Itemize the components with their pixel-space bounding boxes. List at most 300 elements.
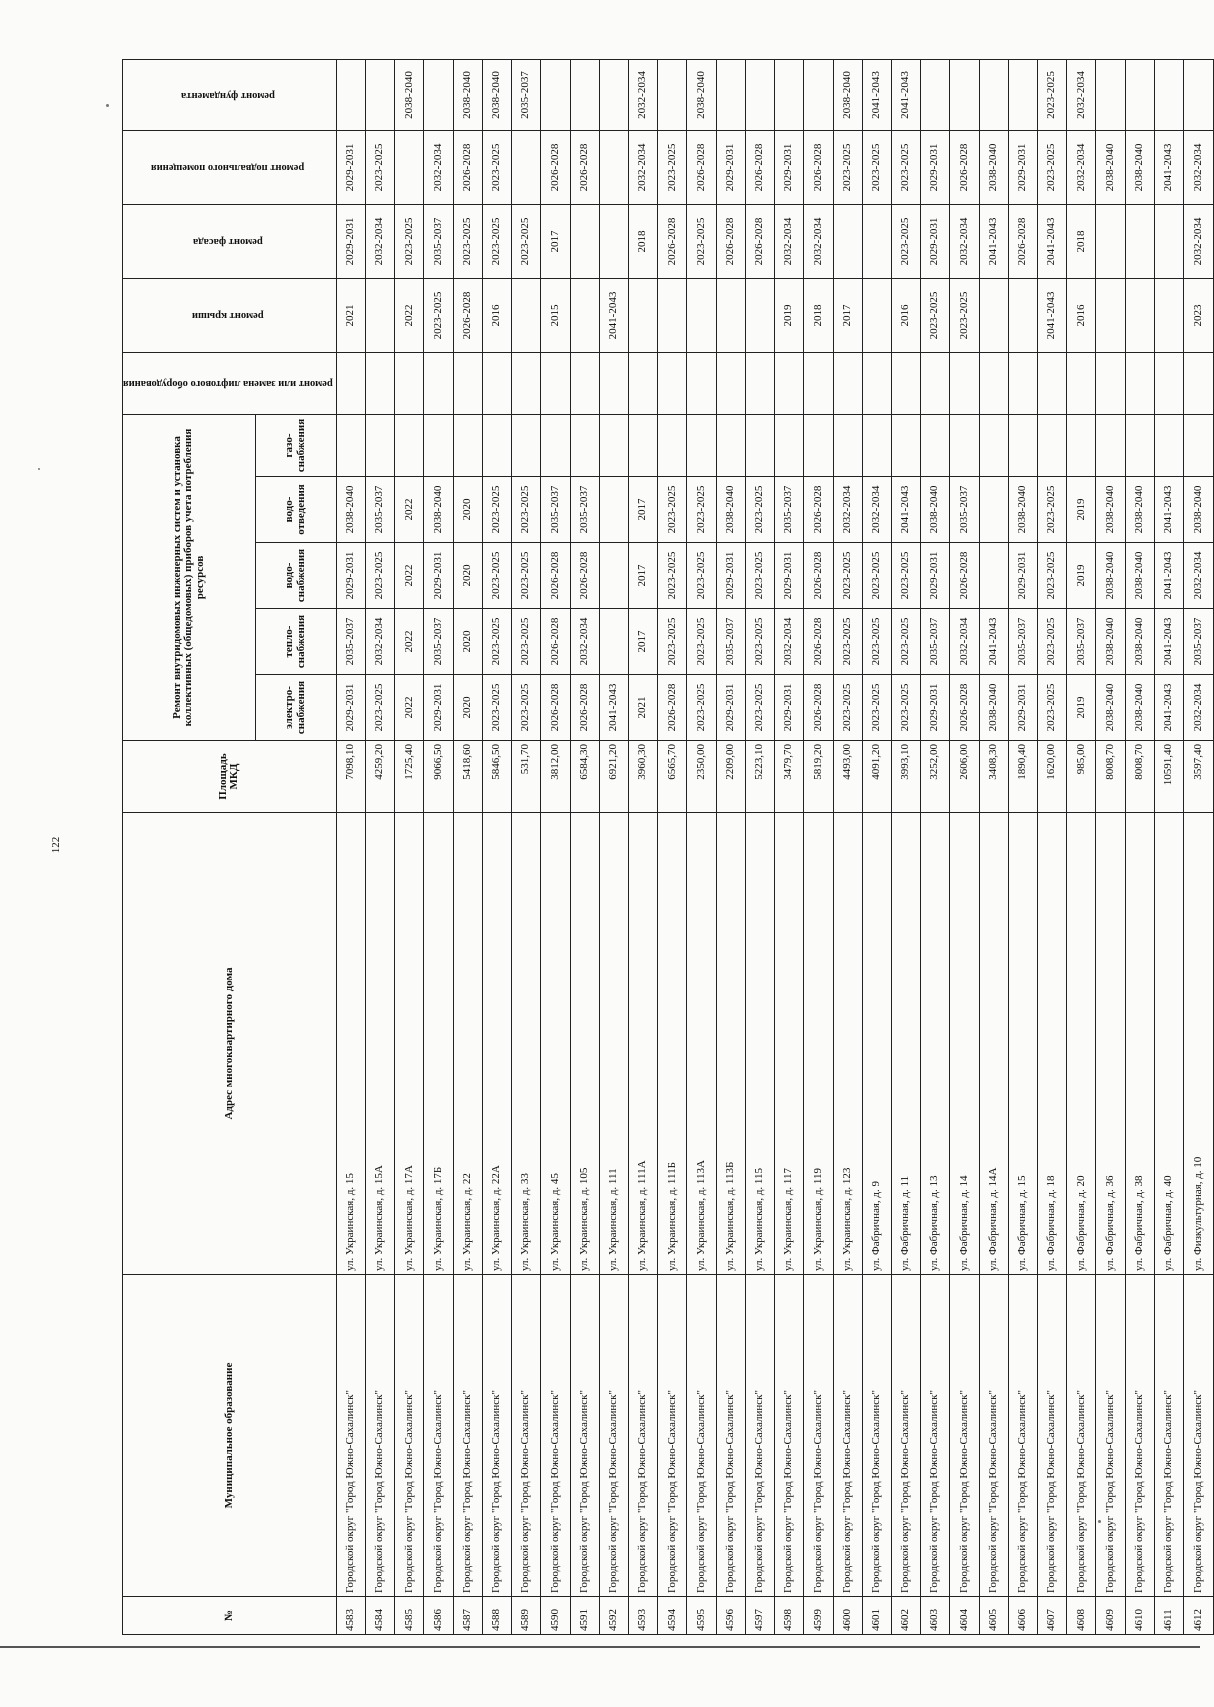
cell-electric: 2021 (628, 675, 657, 741)
cell-electric: 2019 (1067, 675, 1096, 741)
cell-municipality: Городской округ "Город Южно-Сахалинск" (628, 1275, 657, 1597)
header-electric: электро-снабжения (255, 675, 336, 741)
cell-heat: 2023-2025 (1038, 609, 1067, 675)
table-row (599, 59, 628, 1634)
cell-roof: 2019 (775, 278, 804, 352)
cell-basement: 2032-2034 (1184, 130, 1214, 204)
cell-roof (1125, 278, 1154, 352)
cell-area: 5223,10 (745, 741, 774, 813)
cell-basement: 2026-2028 (804, 130, 833, 204)
cell-address: ул. Украинская, д. 111Б (658, 813, 687, 1275)
cell-electric: 2023-2025 (891, 675, 920, 741)
cell-water: 2023-2025 (687, 543, 716, 609)
cell-heat: 2038-2040 (1125, 609, 1154, 675)
cell-water (979, 543, 1008, 609)
cell-basement: 2023-2025 (862, 130, 891, 204)
cell-number: 4612 (1184, 1597, 1214, 1635)
table-row (1038, 59, 1067, 1634)
cell-foundation: 2035-2037 (512, 59, 541, 130)
cell-elevator (950, 352, 979, 414)
cell-municipality: Городской округ "Город Южно-Сахалинск" (979, 1275, 1008, 1597)
table-header (123, 59, 337, 1634)
cell-drain: 2032-2034 (862, 477, 891, 543)
cell-roof (628, 278, 657, 352)
cell-facade (862, 204, 891, 278)
cell-electric: 2023-2025 (687, 675, 716, 741)
cell-gas (1067, 414, 1096, 476)
cell-elevator (395, 352, 424, 414)
cell-municipality: Городской округ "Город Южно-Сахалинск" (1096, 1275, 1125, 1597)
cell-basement: 2023-2025 (1038, 130, 1067, 204)
cell-heat: 2035-2037 (1008, 609, 1037, 675)
cell-water: 2022 (395, 543, 424, 609)
cell-number: 4596 (716, 1597, 745, 1635)
cell-basement: 2026-2028 (745, 130, 774, 204)
cell-gas (862, 414, 891, 476)
cell-facade: 2026-2028 (716, 204, 745, 278)
table-row (979, 59, 1008, 1634)
cell-number: 4594 (658, 1597, 687, 1635)
cell-roof: 2023-2025 (921, 278, 950, 352)
cell-basement: 2026-2028 (950, 130, 979, 204)
cell-electric: 2029-2031 (921, 675, 950, 741)
cell-elevator (1184, 352, 1214, 414)
cell-electric: 2029-2031 (1008, 675, 1037, 741)
table-row (833, 59, 862, 1634)
cell-foundation (570, 59, 599, 130)
cell-gas (1038, 414, 1067, 476)
cell-basement (512, 130, 541, 204)
cell-heat: 2041-2043 (979, 609, 1008, 675)
cell-water: 2023-2025 (833, 543, 862, 609)
cell-drain: 2023-2025 (745, 477, 774, 543)
cell-elevator (804, 352, 833, 414)
cell-number: 4586 (424, 1597, 453, 1635)
cell-drain: 2038-2040 (1184, 477, 1214, 543)
cell-address: ул. Украинская, д. 117 (775, 813, 804, 1275)
cell-facade (833, 204, 862, 278)
table-row (1067, 59, 1096, 1634)
cell-water: 2023-2025 (891, 543, 920, 609)
cell-roof: 2023-2025 (424, 278, 453, 352)
cell-municipality: Городской округ "Город Южно-Сахалинск" (336, 1275, 365, 1597)
cell-gas (512, 414, 541, 476)
cell-gas (453, 414, 482, 476)
cell-address: ул. Фабричная, д. 14А (979, 813, 1008, 1275)
cell-facade: 2026-2028 (658, 204, 687, 278)
cell-municipality: Городской округ "Город Южно-Сахалинск" (366, 1275, 395, 1597)
cell-gas (628, 414, 657, 476)
cell-elevator (424, 352, 453, 414)
cell-number: 4599 (804, 1597, 833, 1635)
cell-address: ул. Фабричная, д. 15 (1008, 813, 1037, 1275)
cell-heat: 2023-2025 (862, 609, 891, 675)
header-municipality: Муниципальное образование (123, 1275, 337, 1597)
cell-number: 4598 (775, 1597, 804, 1635)
cell-address: ул. Украинская, д. 33 (512, 813, 541, 1275)
cell-elevator (366, 352, 395, 414)
cell-gas (687, 414, 716, 476)
cell-roof (979, 278, 1008, 352)
cell-municipality: Городской округ "Город Южно-Сахалинск" (1038, 1275, 1067, 1597)
cell-municipality: Городской округ "Город Южно-Сахалинск" (921, 1275, 950, 1597)
scan-speck (38, 468, 40, 470)
header-basement: ремонт подвального помещения (123, 130, 337, 204)
cell-foundation (921, 59, 950, 130)
cell-address: ул. Фабричная, д. 18 (1038, 813, 1067, 1275)
cell-foundation: 2038-2040 (687, 59, 716, 130)
cell-heat: 2020 (453, 609, 482, 675)
cell-basement: 2026-2028 (453, 130, 482, 204)
cell-electric: 2023-2025 (862, 675, 891, 741)
cell-electric: 2026-2028 (658, 675, 687, 741)
cell-municipality: Городской округ "Город Южно-Сахалинск" (512, 1275, 541, 1597)
table-body (336, 59, 1213, 1634)
cell-water: 2032-2034 (1184, 543, 1214, 609)
cell-drain: 2041-2043 (1154, 477, 1183, 543)
cell-area: 1620,00 (1038, 741, 1067, 813)
cell-gas (366, 414, 395, 476)
cell-heat: 2035-2037 (424, 609, 453, 675)
cell-water: 2017 (628, 543, 657, 609)
cell-heat: 2023-2025 (891, 609, 920, 675)
cell-number: 4603 (921, 1597, 950, 1635)
cell-roof (366, 278, 395, 352)
table-row (658, 59, 687, 1634)
cell-elevator (921, 352, 950, 414)
cell-water: 2038-2040 (1096, 543, 1125, 609)
cell-facade: 2023-2025 (482, 204, 511, 278)
cell-gas (716, 414, 745, 476)
cell-address: ул. Фабричная, д. 9 (862, 813, 891, 1275)
cell-heat: 2023-2025 (745, 609, 774, 675)
cell-area: 5819,20 (804, 741, 833, 813)
cell-area: 3960,30 (628, 741, 657, 813)
cell-basement: 2038-2040 (1096, 130, 1125, 204)
cell-foundation (599, 59, 628, 130)
cell-basement: 2032-2034 (424, 130, 453, 204)
cell-facade: 2023-2025 (687, 204, 716, 278)
cell-basement: 2041-2043 (1154, 130, 1183, 204)
cell-gas (570, 414, 599, 476)
cell-roof: 2017 (833, 278, 862, 352)
cell-elevator (453, 352, 482, 414)
cell-electric: 2020 (453, 675, 482, 741)
cell-foundation: 2038-2040 (833, 59, 862, 130)
cell-elevator (1154, 352, 1183, 414)
header-elevator: ремонт или замена лифтового оборудования (123, 352, 337, 414)
cell-area: 4259,20 (366, 741, 395, 813)
cell-heat: 2023-2025 (482, 609, 511, 675)
cell-drain: 2023-2025 (658, 477, 687, 543)
cell-drain: 2023-2025 (512, 477, 541, 543)
cell-heat: 2032-2034 (775, 609, 804, 675)
cell-area: 3408,30 (979, 741, 1008, 813)
cell-drain: 2035-2037 (950, 477, 979, 543)
cell-number: 4605 (979, 1597, 1008, 1635)
page-number: 122 (50, 836, 62, 854)
cell-area: 1725,40 (395, 741, 424, 813)
cell-electric: 2023-2025 (1038, 675, 1067, 741)
cell-water: 2029-2031 (1008, 543, 1037, 609)
cell-number: 4600 (833, 1597, 862, 1635)
cell-facade: 2032-2034 (366, 204, 395, 278)
table-row (512, 59, 541, 1634)
cell-address: ул. Фабричная, д. 36 (1096, 813, 1125, 1275)
cell-address: ул. Украинская, д. 115 (745, 813, 774, 1275)
cell-area: 6565,70 (658, 741, 687, 813)
cell-facade: 2023-2025 (395, 204, 424, 278)
cell-elevator (336, 352, 365, 414)
cell-gas (921, 414, 950, 476)
cell-basement: 2023-2025 (366, 130, 395, 204)
cell-drain: 2023-2025 (1038, 477, 1067, 543)
cell-number: 4606 (1008, 1597, 1037, 1635)
cell-area: 3812,00 (541, 741, 570, 813)
cell-number: 4602 (891, 1597, 920, 1635)
cell-gas (979, 414, 1008, 476)
cell-facade: 2032-2034 (1184, 204, 1214, 278)
cell-roof (1008, 278, 1037, 352)
header-foundation: ремонт фундамента (123, 59, 337, 130)
cell-water: 2023-2025 (366, 543, 395, 609)
cell-foundation (1125, 59, 1154, 130)
cell-number: 4591 (570, 1597, 599, 1635)
cell-municipality: Городской округ "Город Южно-Сахалинск" (1154, 1275, 1183, 1597)
cell-foundation (950, 59, 979, 130)
cell-drain: 2022 (395, 477, 424, 543)
cell-area: 9066,50 (424, 741, 453, 813)
cell-area: 1890,40 (1008, 741, 1037, 813)
header-address: Адрес многоквартирного дома (123, 813, 337, 1275)
cell-electric: 2023-2025 (482, 675, 511, 741)
cell-address: ул. Фабричная, д. 40 (1154, 813, 1183, 1275)
cell-electric: 2041-2043 (1154, 675, 1183, 741)
cell-water: 2020 (453, 543, 482, 609)
table-row (482, 59, 511, 1634)
cell-number: 4597 (745, 1597, 774, 1635)
scan-speck (106, 104, 109, 107)
cell-water: 2026-2028 (804, 543, 833, 609)
cell-roof (716, 278, 745, 352)
cell-number: 4583 (336, 1597, 365, 1635)
capital-repair-table (122, 59, 1214, 1635)
cell-roof: 2022 (395, 278, 424, 352)
cell-basement: 2032-2034 (628, 130, 657, 204)
cell-area: 5846,50 (482, 741, 511, 813)
cell-basement: 2038-2040 (1125, 130, 1154, 204)
cell-heat: 2017 (628, 609, 657, 675)
cell-gas (336, 414, 365, 476)
cell-heat: 2022 (395, 609, 424, 675)
cell-facade: 2017 (541, 204, 570, 278)
cell-foundation: 2041-2043 (862, 59, 891, 130)
cell-gas (1125, 414, 1154, 476)
cell-foundation (775, 59, 804, 130)
cell-drain: 2041-2043 (891, 477, 920, 543)
cell-drain: 2035-2037 (570, 477, 599, 543)
cell-facade: 2032-2034 (804, 204, 833, 278)
cell-foundation (541, 59, 570, 130)
cell-roof (512, 278, 541, 352)
cell-area: 2606,00 (950, 741, 979, 813)
cell-foundation (336, 59, 365, 130)
cell-drain: 2026-2028 (804, 477, 833, 543)
cell-gas (950, 414, 979, 476)
cell-facade: 2032-2034 (950, 204, 979, 278)
cell-facade (570, 204, 599, 278)
cell-water: 2023-2025 (658, 543, 687, 609)
cell-gas (658, 414, 687, 476)
cell-address: ул. Фабричная, д. 20 (1067, 813, 1096, 1275)
cell-elevator (1096, 352, 1125, 414)
cell-elevator (1067, 352, 1096, 414)
cell-foundation: 2038-2040 (482, 59, 511, 130)
cell-elevator (1008, 352, 1037, 414)
scan-bottom-rule (0, 1646, 1200, 1648)
cell-area: 531,70 (512, 741, 541, 813)
cell-gas (775, 414, 804, 476)
cell-electric: 2026-2028 (541, 675, 570, 741)
cell-roof: 2023-2025 (950, 278, 979, 352)
cell-basement: 2026-2028 (687, 130, 716, 204)
cell-heat: 2026-2028 (541, 609, 570, 675)
cell-basement: 2023-2025 (482, 130, 511, 204)
cell-drain: 2038-2040 (716, 477, 745, 543)
cell-elevator (1125, 352, 1154, 414)
cell-number: 4611 (1154, 1597, 1183, 1635)
table-row (570, 59, 599, 1634)
cell-heat: 2035-2037 (1184, 609, 1214, 675)
cell-roof (687, 278, 716, 352)
cell-address: ул. Украинская, д. 123 (833, 813, 862, 1275)
cell-number: 4587 (453, 1597, 482, 1635)
cell-number: 4589 (512, 1597, 541, 1635)
cell-drain: 2038-2040 (921, 477, 950, 543)
cell-roof: 2016 (1067, 278, 1096, 352)
cell-gas (395, 414, 424, 476)
cell-area: 8008,70 (1125, 741, 1154, 813)
cell-municipality: Городской округ "Город Южно-Сахалинск" (687, 1275, 716, 1597)
cell-basement: 2029-2031 (336, 130, 365, 204)
cell-facade: 2026-2028 (1008, 204, 1037, 278)
cell-drain (599, 477, 628, 543)
cell-basement: 2029-2031 (921, 130, 950, 204)
cell-gas (1008, 414, 1037, 476)
cell-water: 2023-2025 (512, 543, 541, 609)
cell-facade: 2032-2034 (775, 204, 804, 278)
cell-roof (745, 278, 774, 352)
cell-electric: 2026-2028 (950, 675, 979, 741)
cell-foundation (1154, 59, 1183, 130)
cell-gas (599, 414, 628, 476)
cell-roof (658, 278, 687, 352)
header-gas: газо-снабжения (255, 414, 336, 476)
cell-water: 2023-2025 (1038, 543, 1067, 609)
cell-heat: 2032-2034 (950, 609, 979, 675)
cell-municipality: Городской округ "Город Южно-Сахалинск" (1125, 1275, 1154, 1597)
cell-drain: 2017 (628, 477, 657, 543)
cell-foundation (366, 59, 395, 130)
cell-facade: 2023-2025 (512, 204, 541, 278)
cell-address: ул. Украинская, д. 119 (804, 813, 833, 1275)
cell-heat (599, 609, 628, 675)
cell-facade: 2023-2025 (453, 204, 482, 278)
cell-roof: 2016 (891, 278, 920, 352)
cell-number: 4608 (1067, 1597, 1096, 1635)
cell-address: ул. Фабричная, д. 11 (891, 813, 920, 1275)
cell-basement: 2023-2025 (833, 130, 862, 204)
header-area: Площадь МКД (123, 741, 337, 813)
cell-address: ул. Украинская, д. 111 (599, 813, 628, 1275)
cell-water: 2023-2025 (745, 543, 774, 609)
cell-municipality: Городской округ "Город Южно-Сахалинск" (395, 1275, 424, 1597)
cell-area: 6584,30 (570, 741, 599, 813)
cell-drain: 2023-2025 (687, 477, 716, 543)
cell-foundation (979, 59, 1008, 130)
table-row (424, 59, 453, 1634)
table-row (1184, 59, 1214, 1634)
table-row (775, 59, 804, 1634)
cell-elevator (745, 352, 774, 414)
cell-area: 2209,00 (716, 741, 745, 813)
cell-electric: 2038-2040 (1125, 675, 1154, 741)
cell-roof (570, 278, 599, 352)
cell-address: ул. Украинская, д. 105 (570, 813, 599, 1275)
cell-area: 5418,60 (453, 741, 482, 813)
cell-water: 2029-2031 (921, 543, 950, 609)
cell-facade: 2041-2043 (979, 204, 1008, 278)
cell-gas (541, 414, 570, 476)
cell-water: 2023-2025 (862, 543, 891, 609)
header-heat: тепло-снабжения (255, 609, 336, 675)
cell-basement: 2023-2025 (658, 130, 687, 204)
cell-elevator (775, 352, 804, 414)
cell-heat: 2026-2028 (804, 609, 833, 675)
cell-address: ул. Украинская, д. 17А (395, 813, 424, 1275)
cell-drain (979, 477, 1008, 543)
cell-water: 2026-2028 (541, 543, 570, 609)
cell-municipality: Городской округ "Город Южно-Сахалинск" (1008, 1275, 1037, 1597)
cell-water: 2019 (1067, 543, 1096, 609)
cell-roof (1154, 278, 1183, 352)
cell-municipality: Городской округ "Город Южно-Сахалинск" (658, 1275, 687, 1597)
table-row (1125, 59, 1154, 1634)
cell-roof: 2026-2028 (453, 278, 482, 352)
cell-address: ул. Фабричная, д. 14 (950, 813, 979, 1275)
cell-area: 3993,10 (891, 741, 920, 813)
cell-gas (745, 414, 774, 476)
cell-facade: 2029-2031 (336, 204, 365, 278)
table-row (1008, 59, 1037, 1634)
cell-water: 2029-2031 (424, 543, 453, 609)
cell-area: 4091,20 (862, 741, 891, 813)
cell-heat: 2035-2037 (921, 609, 950, 675)
table-row (395, 59, 424, 1634)
cell-foundation: 2038-2040 (453, 59, 482, 130)
cell-electric: 2029-2031 (775, 675, 804, 741)
cell-facade (599, 204, 628, 278)
cell-electric: 2029-2031 (424, 675, 453, 741)
cell-elevator (658, 352, 687, 414)
cell-roof: 2023 (1184, 278, 1214, 352)
cell-water: 2026-2028 (950, 543, 979, 609)
cell-heat: 2023-2025 (658, 609, 687, 675)
table-row (716, 59, 745, 1634)
cell-electric: 2038-2040 (979, 675, 1008, 741)
cell-basement (395, 130, 424, 204)
cell-facade: 2041-2043 (1038, 204, 1067, 278)
